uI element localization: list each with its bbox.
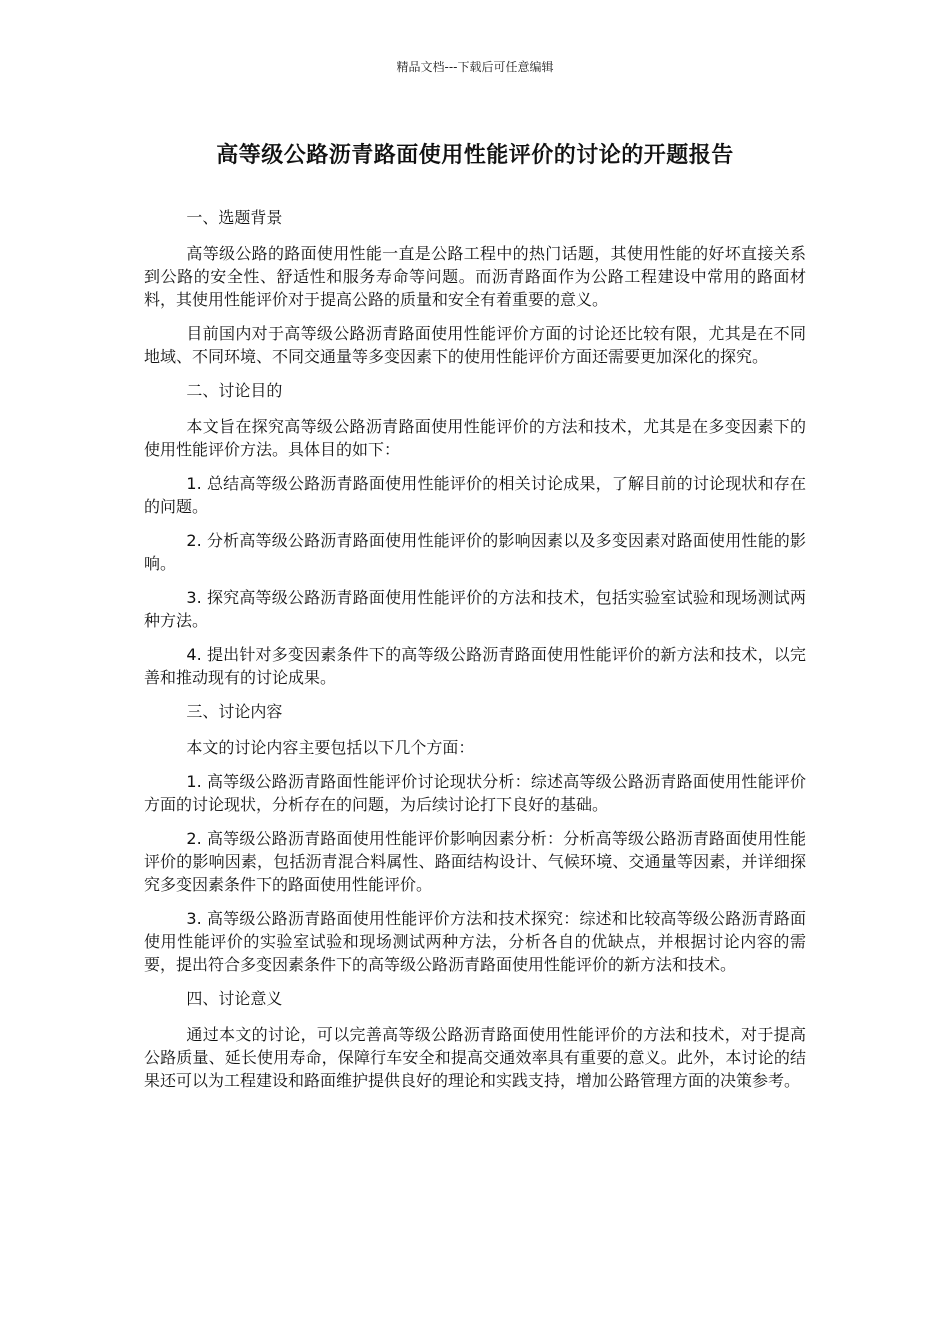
document-body xyxy=(144,206,806,1103)
list-item: 3. 高等级公路沥青路面使用性能评价方法和技术探究：综述和比较高等级公路沥青路面使用性能评价的实验室试验和现场测试两种方法，分析各自的优缺点，并根据讨论内容的需要，提出符合多变因素条件下的高等级公路沥青路面使用性能评价的新方法和技术。 xyxy=(144,909,806,974)
list-item: 2. 高等级公路沥青路面使用性能评价影响因素分析：分析高等级公路沥青路面使用性能评价的影响因素，包括沥青混合料属性、路面结构设计、气候环境、交通量等因素，并详细探究多变因素条件下的路面使用性能评价。 xyxy=(144,829,806,894)
list-item: 1. 总结高等级公路沥青路面使用性能评价的相关讨论成果，了解目前的讨论现状和存在的问题。 xyxy=(144,474,806,516)
section-heading-background: 一、选题背景 xyxy=(186,208,283,227)
paragraph: 本文的讨论内容主要包括以下几个方面： xyxy=(186,738,475,757)
section-heading-significance: 四、讨论意义 xyxy=(186,989,283,1008)
paragraph: 目前国内对于高等级公路沥青路面使用性能评价方面的讨论还比较有限，尤其是在不同地域、不同环境、不同交通量等多变因素下的使用性能评价方面还需要更加深化的探究。 xyxy=(144,324,806,366)
section-heading-content: 三、讨论内容 xyxy=(186,702,283,721)
list-item: 1. 高等级公路沥青路面性能评价讨论现状分析：综述高等级公路沥青路面使用性能评价方面的讨论现状，分析存在的问题，为后续讨论打下良好的基础。 xyxy=(144,772,806,814)
paragraph: 通过本文的讨论，可以完善高等级公路沥青路面使用性能评价的方法和技术，对于提高公路质量、延长使用寿命，保障行车安全和提高交通效率具有重要的意义。此外，本讨论的结果还可以为工程建设和路面维护提供良好的理论和实践支持，增加公路管理方面的决策参考。 xyxy=(144,1025,806,1090)
page-header: 精品文档---下载后可任意编辑 xyxy=(396,60,554,74)
paragraph: 本文旨在探究高等级公路沥青路面使用性能评价的方法和技术，尤其是在多变因素下的使用性能评价方法。具体目的如下： xyxy=(144,417,806,459)
document-title: 高等级公路沥青路面使用性能评价的讨论的开题报告 xyxy=(216,143,734,168)
paragraph: 高等级公路的路面使用性能一直是公路工程中的热门话题，其使用性能的好坏直接关系到公路的安全性、舒适性和服务寿命等问题。而沥青路面作为公路工程建设中常用的路面材料，其使用性能评价对于提高公路的质量和安全有着重要的意义。 xyxy=(144,244,806,309)
section-heading-purpose: 二、讨论目的 xyxy=(186,381,283,400)
list-item: 4. 提出针对多变因素条件下的高等级公路沥青路面使用性能评价的新方法和技术，以完善和推动现有的讨论成果。 xyxy=(144,645,806,687)
list-item: 2. 分析高等级公路沥青路面使用性能评价的影响因素以及多变因素对路面使用性能的影响。 xyxy=(144,531,806,573)
list-item: 3. 探究高等级公路沥青路面使用性能评价的方法和技术，包括实验室试验和现场测试两种方法。 xyxy=(144,588,806,630)
